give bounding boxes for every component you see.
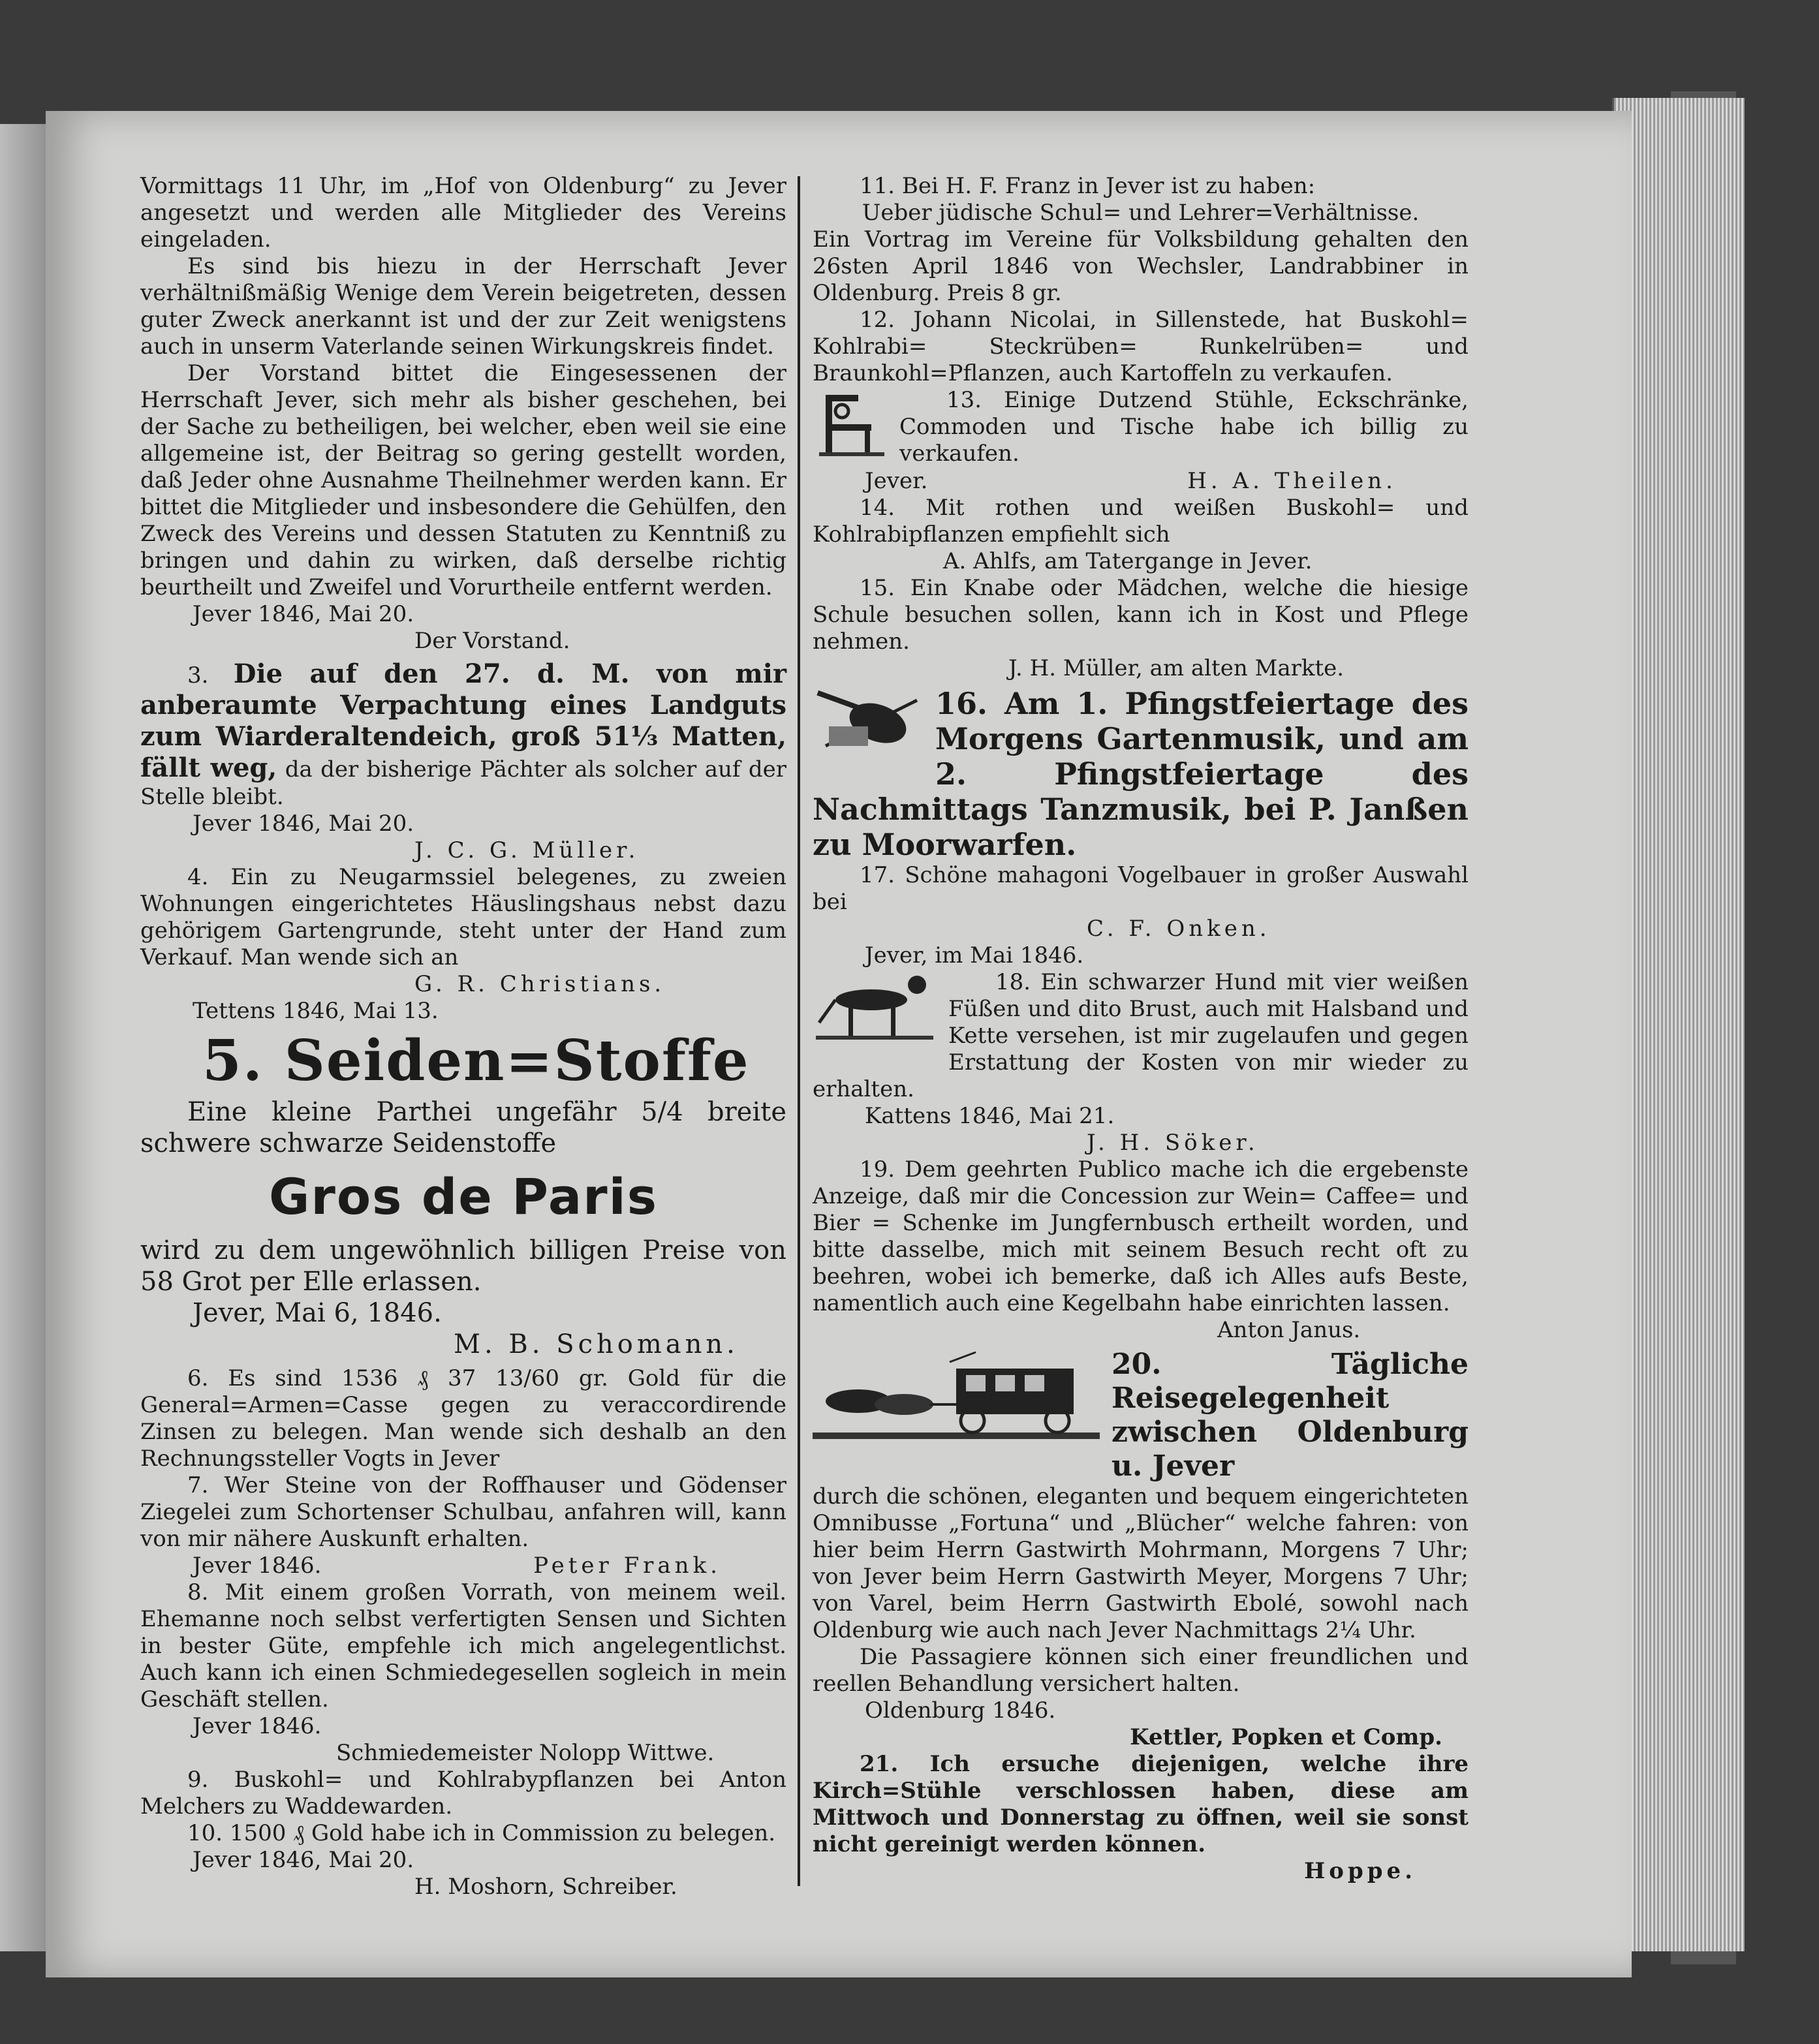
announcement-paragraph: Der Vorstand bittet die Eingesessenen der Herrschaft Jever, sich mehr als bisher geschehen, bei der Sache zu betheiligen, bei welcher, eben weil sie eine allgemeine ist, der Beitrag so gering gestellt worden, daß Jeder ohne Ausnahme Theilnehmer werden kann. Er bittet die Mitglieder und insbesondere die Gehülfen, den Zweck des Vereins und dessen Statuten zu Kenntniß zu bringen und dahin zu wirken, daß derselbe richtig beurtheilt und Zweifel und Vorurtheile entfernt werden.: [140, 360, 786, 600]
ad-5-text: Eine kleine Parthei ungefähr 5/4 breite schwere schwarze Seidenstoffe: [140, 1097, 786, 1158]
right-column: [813, 173, 1469, 1885]
ad-8-date: Jever 1846.: [193, 1713, 322, 1739]
ad-11-title: Ueber jüdische Schul= und Lehrer=Verhältnisse.: [862, 200, 1420, 226]
ad-6: 6. Es sind 1536 ₰ 37 13/60 gr. Gold für die General=Armen=Casse gegen zu veraccordirende Zinsen zu belegen. Man wende sich deshalb an den Rechnungssteller Vogts in Jever: [140, 1365, 786, 1472]
ad-7-footer: [140, 1553, 786, 1579]
ad-12: 12. Johann Nicolai, in Sillenstede, hat Buskohl= Kohlrabi= Steckrüben= Runkelrüben= und Braunkohl=Pflanzen, auch Kartoffeln zu verkaufen.: [813, 307, 1469, 386]
ad-4-signature: G. R. Christians.: [414, 971, 666, 997]
ad-20-date: Oldenburg 1846.: [865, 1697, 1056, 1724]
ad-18-signature: J. H. Söker.: [1087, 1130, 1259, 1156]
violin-icon: [813, 687, 924, 762]
ad-3-bold: Die auf den 27. d. M. von mir anberaumte Verpachtung eines Landguts zum Wiarderaltendeich, groß 51⅓ Matten, fällt weg,: [140, 658, 787, 783]
ad-9: 9. Buskohl= und Kohlrabypflanzen bei Anton Melchers zu Waddewarden.: [140, 1767, 786, 1819]
ad-19-signature: Anton Janus.: [1217, 1317, 1361, 1343]
ad-18-date: Kattens 1846, Mai 21.: [865, 1103, 1115, 1129]
ad-5-heading: 5. Seiden=Stoffe: [202, 1028, 750, 1094]
ad-3-date: Jever 1846, Mai 20.: [193, 811, 414, 837]
left-column: [140, 173, 786, 1900]
ad-13-text: 13. Einige Dutzend Stühle, Eckschränke, Commoden und Tische habe ich billig zu verkaufen.: [899, 387, 1469, 467]
ad-21-signature: Hoppe.: [1304, 1858, 1416, 1884]
ad-8-signature: Schmiedemeister Nolopp Wittwe.: [336, 1740, 715, 1766]
ad-20-text-2: Die Passagiere können sich einer freundlichen und reellen Behandlung versichert halten.: [813, 1644, 1469, 1697]
ad-20: [813, 1348, 1469, 1483]
ad-7-signature: Peter Frank.: [533, 1553, 721, 1579]
ad-4: 4. Ein zu Neugarmssiel belegenes, zu zweien Wohnungen eingerichtetes Häuslingshaus nebst dazu gehörigem Gartengrunde, steht unter der Hand zum Verkauf. Man wende sich an: [140, 864, 786, 970]
column-divider: [798, 176, 800, 1886]
ad-17-signature: C. F. Onken.: [1087, 916, 1271, 942]
chair-icon: [813, 388, 888, 467]
ad-18-text: 18. Ein schwarzer Hund mit vier weißen Füßen und dito Brust, auch mit Halsband und Kette versehen, ist mir zugelaufen und gegen Erstattung der Kosten von mir wieder zu erhalten.: [813, 969, 1469, 1102]
facing-page-edge: [0, 124, 52, 1951]
ad-11-text: Ein Vortrag im Vereine für Volksbildung gehalten den 26sten April 1846 von Wechsler, Landrabbiner in Oldenburg. Preis 8 gr.: [813, 226, 1469, 306]
ad-3: [140, 658, 786, 811]
ad-8: 8. Mit einem großen Vorrath, von meinem weil. Ehemanne noch selbst verfertigten Sensen und Sichten in bester Güte, empfehle ich mich angelegentlichst. Auch kann ich einen Schmiedegesellen sogleich in mein Geschäft stellen.: [140, 1579, 786, 1712]
ad-14: 14. Mit rothen und weißen Buskohl= und Kohlrabipflanzen empfiehlt sich: [813, 495, 1469, 548]
ad-15-signature: J. H. Müller, am alten Markte.: [1008, 655, 1345, 681]
ad-5-text-price: wird zu dem ungewöhnlich billigen Preise von 58 Grot per Elle erlassen.: [140, 1235, 786, 1297]
ad-5-signature: M. B. Schomann.: [454, 1329, 739, 1359]
ad-3-number: 3.: [187, 662, 209, 689]
announcement-signature: Der Vorstand.: [414, 628, 570, 654]
ad-18: [813, 969, 1469, 1103]
ad-15: 15. Ein Knabe oder Mädchen, welche die hiesige Schule besuchen sollen, kann ich in Kost und Pflege nehmen.: [813, 575, 1469, 655]
ad-13: [813, 387, 1469, 468]
ad-10-signature: H. Moshorn, Schreiber.: [414, 1874, 677, 1900]
dog-icon: [813, 970, 937, 1052]
ad-13-signature: H. A. Theilen.: [1187, 468, 1397, 494]
ad-5-gros-de-paris: Gros de Paris: [269, 1168, 658, 1226]
ad-20-heading: 20. Tägliche Reisegelegenheit zwischen Oldenburg u. Jever: [1112, 1348, 1469, 1483]
coach-icon: [813, 1349, 1100, 1453]
ad-3-rest: da der bisherige Pächter als solcher auf der Stelle bleibt.: [140, 756, 786, 810]
ad-20-text: durch die schönen, eleganten und bequem eingerichteten Omnibusse „Fortuna“ und „Blücher“ welche fahren: von hier beim Herrn Gastwirth Mohrmann, Morgens 7 Uhr; von Jever beim Herrn Gastwirth Meyer, Morgens 7 Uhr; von Varel, beim Herrn Gastwirth Ebolé, sowohl nach Oldenburg wie auch nach Jever Nachmittags 2¼ Uhr.: [813, 1483, 1469, 1643]
ad-20-signature: Kettler, Popken et Comp.: [1130, 1724, 1442, 1750]
ad-10: 10. 1500 ₰ Gold habe ich in Commission zu belegen.: [187, 1820, 776, 1846]
ad-4-date: Tettens 1846, Mai 13.: [193, 998, 439, 1024]
ad-7-date: Jever 1846.: [193, 1553, 322, 1579]
ad-21: 21. Ich ersuche diejenigen, welche ihre Kirch=Stühle verschlossen haben, diese am Mittwoch und Donnerstag zu öffnen, weil sie sonst nicht gereinigt werden können.: [813, 1751, 1469, 1857]
page-stack-edge: [1612, 98, 1745, 1951]
ad-5-date: Jever, Mai 6, 1846.: [193, 1298, 442, 1328]
announcement-paragraph: Es sind bis hiezu in der Herrschaft Jever verhältnißmäßig Wenige dem Verein beigetreten, dessen guter Zweck anerkannt ist und der zur Zeit wenigstens auch in unserm Vaterlande seinen Wirkungskreis findet.: [140, 253, 786, 360]
ad-16: [813, 686, 1469, 862]
ad-7: 7. Wer Steine von der Roffhauser und Gödenser Ziegelei zum Schortenser Schulbau, anfahren will, kann von mir nähere Auskunft erhalten.: [140, 1472, 786, 1552]
ad-16-text: 16. Am 1. Pfingstfeiertage des Morgens Gartenmusik, und am 2. Pfingstfeiertage des Nachmittags Tanzmusik, bei P. Janßen zu Moorwarfen.: [813, 686, 1469, 862]
ad-10-date: Jever 1846, Mai 20.: [193, 1847, 414, 1873]
ad-17: 17. Schöne mahagoni Vogelbauer in großer Auswahl bei: [813, 862, 1469, 915]
ad-17-date: Jever, im Mai 1846.: [865, 942, 1084, 968]
ad-3-signature: J. C. G. Müller.: [414, 837, 640, 863]
ad-13-place: Jever.: [865, 468, 928, 494]
ad-19: 19. Dem geehrten Publico mache ich die ergebenste Anzeige, daß mir die Concession zur Wein= Caffee= und Bier = Schenke im Jungfernbusch ertheilt worden, und bitte dasselbe, mich mit seinem Besuch recht oft zu beehren, wobei ich bemerke, daß ich Alles aufs Beste, namentlich auch eine Kegelbahn habe einrichten lassen.: [813, 1156, 1469, 1316]
ad-14-signature: A. Ahlfs, am Tatergange in Jever.: [943, 548, 1313, 574]
announcement-continuation: Vormittags 11 Uhr, im „Hof von Oldenburg“ zu Jever angesetzt und werden alle Mitglieder des Vereins eingeladen.: [140, 173, 786, 253]
announcement-date: Jever 1846, Mai 20.: [193, 601, 414, 627]
ad-13-footer: [813, 468, 1469, 495]
ad-11-intro: 11. Bei H. F. Franz in Jever ist zu haben:: [860, 173, 1316, 199]
